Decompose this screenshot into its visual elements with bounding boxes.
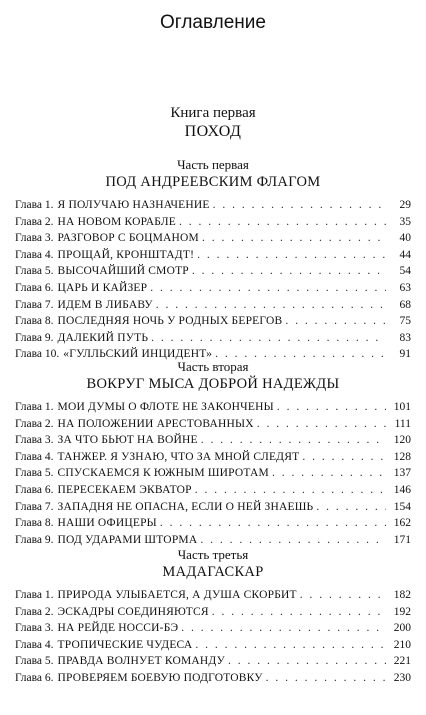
page-number: 40 bbox=[399, 232, 411, 245]
part-title: МАДАГАСКАР bbox=[162, 564, 264, 580]
toc-entry[interactable] bbox=[15, 313, 411, 330]
page-number: 171 bbox=[393, 533, 411, 546]
chapter-list bbox=[0, 197, 426, 363]
page-number: 137 bbox=[393, 467, 411, 480]
chapter-number: Глава 6. bbox=[15, 483, 54, 496]
toc-entry[interactable] bbox=[15, 587, 411, 604]
dot-leader bbox=[300, 587, 386, 604]
chapter-title: НАШИ ОФИЦЕРЫ bbox=[57, 517, 157, 530]
page-number: 200 bbox=[393, 622, 411, 635]
dot-leader bbox=[200, 532, 386, 549]
dot-leader bbox=[151, 330, 386, 347]
dot-leader bbox=[316, 499, 386, 516]
chapter-title: ИДЕМ В ЛИБАВУ bbox=[57, 298, 153, 311]
chapter-title: ТАНЖЕР. Я УЗНАЮ, ЧТО ЗА МНОЙ СЛЕДЯТ bbox=[57, 450, 300, 463]
chapter-title: НА НОВОМ КОРАБЛЕ bbox=[57, 215, 176, 228]
toc-entry[interactable] bbox=[15, 449, 411, 466]
toc-entry[interactable] bbox=[15, 263, 411, 280]
chapter-title: ЗА ЧТО БЬЮТ НА ВОЙНЕ bbox=[57, 434, 198, 447]
dot-leader bbox=[197, 247, 386, 264]
chapter-number: Глава 4. bbox=[15, 638, 54, 651]
part-title: ПОД АНДРЕЕВСКИМ ФЛАГОМ bbox=[105, 174, 321, 190]
chapter-title: ПЕРЕСЕКАЕМ ЭКВАТОР bbox=[57, 483, 192, 496]
book-label: Книга первая bbox=[170, 105, 256, 121]
chapter-number: Глава 8. bbox=[15, 517, 54, 530]
toc-entry[interactable] bbox=[15, 297, 411, 314]
page-number: 44 bbox=[399, 248, 411, 261]
chapter-number: Глава 2. bbox=[15, 605, 54, 618]
chapter-title: Я ПОЛУЧАЮ НАЗНАЧЕНИЕ bbox=[57, 199, 210, 211]
toc-entry[interactable] bbox=[15, 515, 411, 532]
chapter-title: ДАЛЕКИЙ ПУТЬ bbox=[57, 331, 149, 344]
page-number: 162 bbox=[393, 517, 411, 530]
toc-entry[interactable] bbox=[15, 330, 411, 347]
part-three bbox=[0, 547, 426, 687]
toc-entry[interactable] bbox=[15, 482, 411, 499]
toc-entry[interactable] bbox=[15, 247, 411, 264]
page-number: 29 bbox=[399, 199, 411, 211]
toc-entry[interactable] bbox=[15, 416, 411, 433]
chapter-title: СПУСКАЕМСЯ К ЮЖНЫМ ШИРОТАМ bbox=[57, 467, 269, 480]
page-number: 35 bbox=[399, 215, 411, 228]
dot-leader bbox=[302, 449, 386, 466]
chapter-title: НА ПОЛОЖЕНИИ АРЕСТОВАННЫХ bbox=[57, 417, 254, 430]
dot-leader bbox=[266, 670, 386, 687]
chapter-number: Глава 7. bbox=[15, 500, 54, 513]
toc-entry[interactable] bbox=[15, 604, 411, 621]
toc-entry[interactable] bbox=[15, 230, 411, 247]
toc-entry[interactable] bbox=[15, 432, 411, 449]
chapter-number: Глава 1. bbox=[15, 199, 54, 211]
book-title: ПОХОД bbox=[184, 123, 242, 140]
dot-leader bbox=[160, 515, 386, 532]
page-number: 68 bbox=[399, 298, 411, 311]
chapter-number: Глава 1. bbox=[15, 401, 54, 413]
chapter-number: Глава 9. bbox=[15, 533, 54, 546]
page-number: 210 bbox=[393, 638, 411, 651]
part-two bbox=[0, 359, 426, 548]
page-number: 101 bbox=[393, 401, 411, 413]
toc-entry[interactable] bbox=[15, 399, 411, 416]
chapter-list bbox=[0, 587, 426, 687]
part-label: Часть третья bbox=[177, 547, 249, 562]
dot-leader bbox=[257, 416, 386, 433]
part-label: Часть вторая bbox=[177, 359, 249, 374]
chapter-title: РАЗГОВОР С БОЦМАНОМ bbox=[57, 232, 199, 245]
chapter-title: МОИ ДУМЫ О ФЛОТЕ НЕ ЗАКОНЧЕНЫ bbox=[57, 401, 274, 413]
chapter-title: ТРОПИЧЕСКИЕ ЧУДЕСА bbox=[57, 638, 193, 651]
chapter-number: Глава 3. bbox=[15, 434, 54, 447]
dot-leader bbox=[181, 620, 386, 637]
dot-leader bbox=[195, 482, 386, 499]
dot-leader bbox=[285, 313, 386, 330]
chapter-number: Глава 6. bbox=[15, 281, 54, 294]
toc-entry[interactable] bbox=[15, 499, 411, 516]
chapter-title: ПРИРОДА УЛЫБАЕТСЯ, А ДУША СКОРБИТ bbox=[57, 589, 297, 601]
page-number: 192 bbox=[393, 605, 411, 618]
page-number: 111 bbox=[394, 417, 411, 430]
dot-leader bbox=[195, 637, 386, 654]
chapter-number: Глава 10. bbox=[15, 348, 60, 361]
chapter-title: ПОСЛЕДНЯЯ НОЧЬ У РОДНЫХ БЕРЕГОВ bbox=[57, 315, 283, 328]
chapter-title: ЦАРЬ И КАЙЗЕР bbox=[57, 281, 148, 294]
chapter-list bbox=[0, 399, 426, 548]
chapter-title: ПРОВЕРЯЕМ БОЕВУЮ ПОДГОТОВКУ bbox=[57, 671, 263, 684]
chapter-number: Глава 2. bbox=[15, 417, 54, 430]
chapter-title: ПРАВДА ВОЛНУЕТ КОМАНДУ bbox=[57, 655, 225, 668]
toc-entry[interactable] bbox=[15, 670, 411, 687]
page-number: 128 bbox=[393, 450, 411, 463]
chapter-title: НА РЕЙДЕ НОССИ-БЭ bbox=[57, 622, 179, 635]
dot-leader bbox=[156, 297, 386, 314]
dot-leader bbox=[272, 465, 386, 482]
toc-entry[interactable] bbox=[15, 620, 411, 637]
page-title: Оглавление bbox=[160, 12, 266, 33]
chapter-number: Глава 9. bbox=[15, 331, 54, 344]
chapter-number: Глава 7. bbox=[15, 298, 54, 311]
page-number: 91 bbox=[399, 348, 411, 361]
chapter-title: ПРОЩАЙ, КРОНШТАДТ! bbox=[57, 248, 195, 261]
page-number: 182 bbox=[393, 589, 411, 601]
dot-leader bbox=[213, 197, 386, 214]
dot-leader bbox=[228, 653, 386, 670]
chapter-number: Глава 3. bbox=[15, 232, 54, 245]
page-number: 75 bbox=[399, 315, 411, 328]
toc-entry[interactable] bbox=[15, 532, 411, 549]
chapter-title: ВЫСОЧАЙШИЙ СМОТР bbox=[57, 265, 189, 278]
page-number: 54 bbox=[399, 265, 411, 278]
chapter-number: Глава 5. bbox=[15, 265, 54, 278]
toc-entry[interactable] bbox=[15, 214, 411, 231]
chapter-number: Глава 5. bbox=[15, 467, 54, 480]
dot-leader bbox=[150, 280, 386, 297]
part-label: Часть первая bbox=[177, 157, 249, 172]
toc-entry[interactable] bbox=[15, 637, 411, 654]
page-number: 63 bbox=[399, 281, 411, 294]
toc-entry[interactable] bbox=[15, 465, 411, 482]
page-number: 221 bbox=[393, 655, 411, 668]
dot-leader bbox=[192, 263, 386, 280]
chapter-title: «ГУЛЛЬСКИЙ ИНЦИДЕНТ» bbox=[63, 348, 213, 361]
chapter-number: Глава 6. bbox=[15, 671, 54, 684]
part-title: ВОКРУГ МЫСА ДОБРОЙ НАДЕЖДЫ bbox=[86, 376, 340, 392]
page-number: 230 bbox=[393, 671, 411, 684]
part-one bbox=[0, 157, 426, 363]
chapter-number: Глава 1. bbox=[15, 589, 54, 601]
dot-leader bbox=[201, 432, 386, 449]
dot-leader bbox=[212, 604, 386, 621]
chapter-title: ПОД УДАРАМИ ШТОРМА bbox=[57, 533, 198, 546]
chapter-title: ЗАПАДНЯ НЕ ОПАСНА, ЕСЛИ О НЕЙ ЗНАЕШЬ bbox=[57, 500, 314, 513]
chapter-number: Глава 3. bbox=[15, 622, 54, 635]
toc-entry[interactable] bbox=[15, 280, 411, 297]
dot-leader bbox=[179, 214, 386, 231]
page-number: 146 bbox=[393, 483, 411, 496]
chapter-number: Глава 4. bbox=[15, 248, 54, 261]
chapter-number: Глава 2. bbox=[15, 215, 54, 228]
page-number: 154 bbox=[393, 500, 411, 513]
page-number: 120 bbox=[393, 434, 411, 447]
toc-entry[interactable] bbox=[15, 653, 411, 670]
chapter-number: Глава 5. bbox=[15, 655, 54, 668]
chapter-number: Глава 4. bbox=[15, 450, 54, 463]
chapter-title: ЭСКАДРЫ СОЕДИНЯЮТСЯ bbox=[57, 605, 209, 618]
dot-leader bbox=[277, 399, 386, 416]
page-number: 83 bbox=[399, 331, 411, 344]
toc-entry[interactable] bbox=[15, 197, 411, 214]
chapter-number: Глава 8. bbox=[15, 315, 54, 328]
dot-leader bbox=[202, 230, 386, 247]
